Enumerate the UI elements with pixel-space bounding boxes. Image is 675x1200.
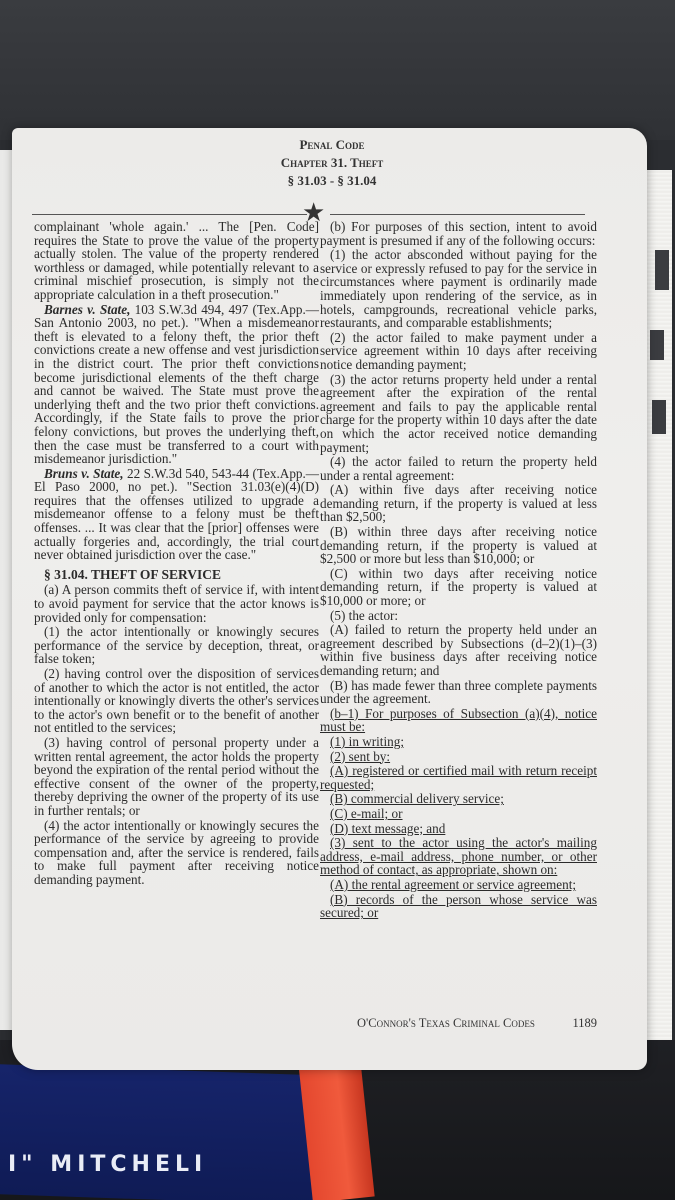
blue-book-cover (0, 1064, 330, 1200)
subsection: (1) the actor intentionally or knowingly secures performance of the service by deception, threat, or false token; (34, 624, 319, 667)
subsection: (3) sent to the actor using the actor's mailing address, e-mail address, phone number, or other method of contact, as appropriate, shown on: (320, 835, 597, 878)
subsection: (2) the actor failed to make payment under a service agreement within 10 days after receiving notice demanding payment; (320, 329, 597, 372)
index-tab (650, 330, 664, 360)
page-number: 1189 (572, 1016, 597, 1030)
case-citation (34, 303, 319, 466)
case-citation (34, 467, 319, 562)
subsection: (A) failed to return the property held under an agreement described by Subsections (d–2)(1)–(3) within five business days after receiving notice demanding return; and (320, 622, 597, 678)
subsection: (b–1) For purposes of Subsection (a)(4), notice must be: (320, 705, 597, 735)
book-page (12, 128, 647, 1070)
section-heading: § 31.04. THEFT OF SERVICE (44, 566, 222, 582)
code-title: Penal Code (299, 137, 365, 152)
star-icon: ★ (302, 198, 326, 228)
header-rule-left (32, 214, 307, 215)
subsection: (B) records of the person whose service was secured; or (320, 891, 597, 921)
subsection: (5) the actor: (330, 607, 399, 623)
index-tab (655, 250, 669, 290)
header-rule-right (330, 214, 585, 215)
case-text: 103 S.W.3d 494, 497 (Tex.App.—San Antonio 2003, no pet.). "When a misdemeanor theft is elevated to a felony theft, the prior theft convictions create a new offense and vest jurisdiction in the district court. The prior theft convictions become jurisdictional elements of the theft charge and cannot be waived. The State must prove the underlying theft and the two prior theft convictions. Accordingly, if the State fails to prove the prior felony convictions, but proves the underlying theft, then the case must be transferred to a court with misdemeanor jurisdiction." (34, 301, 319, 467)
publisher-name: O'Connor's Texas Criminal Codes (357, 1016, 535, 1030)
page-footer (357, 1016, 597, 1031)
paragraph: complainant 'whole again.' ... The [Pen. Code] requires the State to prove the value of the property actually stolen. The value of the property rendered worthless or damaged, while potentially relevant to a criminal mischief prosecution, is simply not the appropriate calculation in a theft prosecution." (34, 219, 319, 302)
book-cover-text: I" MITCHELI (8, 1152, 208, 1177)
subsection: (B) has made fewer than three complete payments under the agreement. (320, 677, 597, 707)
subsection: (a) A person commits theft of service if, with intent to avoid payment for service that the actor knows is provided only for compensation: (34, 582, 319, 625)
subsection: (A) the rental agreement or service agreement; (330, 876, 577, 892)
case-name: Bruns v. State, (44, 465, 124, 481)
subsection: (1) the actor absconded without paying for the service or expressly refused to pay for the service in circumstances where payment is ordinarily made immediately upon rendering of the service, as in hotels, campgrounds, recreational vehicle parks, restaurants, and comparable establishments; (320, 247, 597, 331)
subsection: (3) the actor returns property held under a rental agreement after the expiration of the rental agreement and fails to pay the applicable rental charge for the property within 10 days after the date on which the actor received notice demanding payment; (320, 371, 597, 455)
subsection: (b) For purposes of this section, intent to avoid payment is presumed if any of the following occurs: (320, 219, 597, 248)
subsection: (C) within two days after receiving notice demanding return, if the property is valued at $10,000 or more; or (320, 565, 597, 609)
subsection: (4) the actor intentionally or knowingly secures the performance of the service by agreeing to provide compensation and, after the service is rendered, fails to make full payment after receiving notice demanding payment. (34, 817, 319, 887)
subsection: (1) in writing; (330, 733, 404, 749)
index-tab (652, 400, 666, 434)
subsection: (3) having control of personal property under a written rental agreement, the actor holds the property beyond the expiration of the rental period without the effective consent of the owner of the property, thereby depriving the owner of the property of its use in further rentals; or (34, 734, 319, 818)
subsection: (A) registered or certified mail with return receipt requested; (320, 763, 597, 792)
subsection: (B) within three days after receiving notice demanding return, if the property is valued at $2,500 or more but less than $10,000; or (320, 524, 597, 567)
subsection: (2) sent by: (330, 748, 391, 764)
chapter-title: Chapter 31. Theft (280, 155, 384, 170)
subsection: (C) e-mail; or (330, 805, 403, 821)
subsection: (B) commercial delivery service; (330, 791, 504, 807)
case-text: 22 S.W.3d 540, 543-44 (Tex.App.—El Paso 2000, no pet.). "Section 31.03(e)(4)(D) requires that the offenses utilized to upgrade a misdemeanor offense to a felony must be theft offenses. ... It was clear that the [prior] offenses were actually forgeries and, accordingly, the trial court never obtained jurisdiction over the case." (34, 465, 319, 563)
left-column (34, 220, 319, 888)
subsection: (2) having control over the disposition of services of another to which the actor is not entitled, the actor intentionally or knowingly diverts the other's services to the actor's own benefit or to the benefit of another not entitled to the services; (34, 666, 319, 736)
case-name: Barnes v. State, (44, 301, 131, 317)
right-column (320, 220, 597, 921)
section-range: § 31.03 - § 31.04 (287, 173, 377, 188)
subsection: (D) text message; and (330, 820, 446, 836)
background-dark-surface (0, 0, 675, 140)
subsection: (A) within five days after receiving notice demanding return, if the property is valued at less than $2,500; (320, 482, 597, 525)
subsection: (4) the actor failed to return the property held under a rental agreement: (320, 454, 597, 483)
running-header (247, 136, 417, 190)
